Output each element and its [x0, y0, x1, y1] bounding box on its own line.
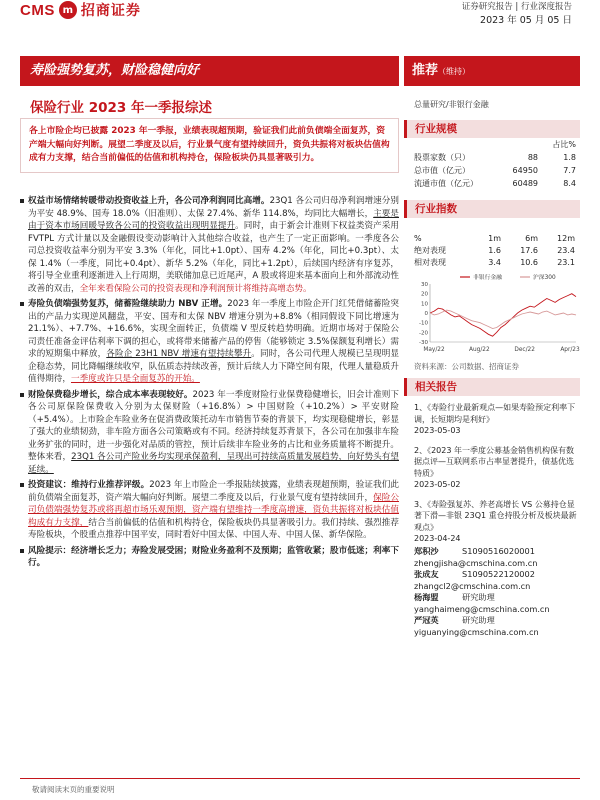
logo-mark: m — [59, 1, 77, 19]
analyst-id: 研究助理 — [462, 592, 495, 602]
col-header: % — [414, 233, 422, 243]
rating-sub: （维持） — [438, 67, 471, 76]
footer-divider — [20, 778, 580, 779]
row-value: 3.4 — [488, 257, 501, 267]
y-tick-label: -30 — [419, 340, 428, 346]
report-date: 2023-05-02 — [414, 480, 461, 489]
x-tick-label: Apr/23 — [560, 347, 580, 353]
report-link[interactable]: 1、《寿险行业最新观点—如果寿险预定利率下调，长短期均是利好》 — [414, 403, 576, 424]
y-tick-label: -10 — [419, 320, 428, 327]
legend-label: 沪深300 — [533, 275, 556, 281]
logo — [20, 0, 141, 20]
col-header: 6m — [525, 233, 538, 243]
research-category: 总量研究/非银行金融 — [414, 100, 489, 109]
x-tick-label: Aug/22 — [469, 347, 490, 353]
bullet-text: 23Q1 各公司归母净利润增速分别为平安 48.9%、国寿 18.0%（旧准则）、太保 27.4%、新华 114.8%，均同比大幅增长， — [28, 196, 399, 219]
bullet-lead: 寿险负债端强势复苏，储蓄险继续助力 NBV 正增。 — [28, 299, 228, 309]
y-tick-label: 30 — [421, 282, 428, 288]
col-header: 1m — [488, 233, 501, 243]
analyst-row — [414, 592, 580, 604]
scale-table — [414, 138, 576, 190]
analyst-id: 研究助理 — [462, 615, 495, 625]
page-footer — [0, 778, 600, 800]
table-row — [414, 177, 576, 190]
table-row — [414, 164, 576, 177]
bullet-invest — [20, 479, 399, 542]
bullet-text: 结合当前偏低的估值和机构持仓，保险板块仍具显著吸引力。我们持续、强烈推荐寿险板块，个股重点推荐中国平安，同时看好中国太保、中国人寿、中国人保、新华保险。 — [28, 517, 399, 540]
table-row — [414, 244, 576, 256]
bullet-highlight: 保险公司负债端强势复苏或将再超市场乐观预期，资产端有望维持一季度高增速，资负共振将对板块估值构成有力支撑， — [28, 492, 399, 528]
rating-label: 推荐 — [412, 63, 439, 78]
bullet-highlight: 一季度或许只是全面复苏的开始。 — [70, 374, 200, 384]
x-tick-label: Dec/22 — [514, 347, 535, 353]
bullet-text: 2023 年上市险企一季报陆续披露，业绩表现超预期，验证我们此前负债端全面复苏，资产端大幅向好判断。展望二季度及以后，行业景气度有望持续回升， — [28, 480, 399, 503]
bullet-text: 。同时，各公司代理人规模已呈现明显企稳态势，同比降幅继续收窄，队伍质态持续改善，预计后续人力下降空间有限，代理人量稳质升值得期待， — [28, 349, 399, 384]
scale-header — [414, 138, 576, 151]
section-reports-title: 相关报告 — [404, 378, 580, 396]
bullet-text: 2023 年一季度财险行业保费稳健增长，旧会计准则下各公司原保险保费收入分别为太保财险（+16.8%）> 中国财险（+10.2%）> 平安财险（+5.4%）。上市险企车险业务在促消费政策托动车市销售节奏的背景下，均实现稳健增长，彰显了强大的业绩韧劲，非车险方面各公司策略或有不同。经济持续复苏背景下，各公司在加强非车险业务扩张的同时，进一步强化对品质的管控，预计后续非车险业务的占比和业务质量将不断提升。整体来看， — [28, 389, 399, 462]
bullet-underline: 各险企 23H1 NBV 增速有望持续攀升 — [106, 349, 252, 359]
table-row — [414, 151, 576, 164]
analyst-id: S1090522120002 — [462, 569, 535, 579]
row-label: 总市值（亿元） — [414, 166, 470, 175]
bullet-underline: 主要是由于资本市场回暖导致各公司的投资收益出现明显提升 — [28, 208, 399, 231]
y-tick-label: 0 — [424, 311, 428, 317]
bullet-lead: 投资建议：维持行业推荐评级。 — [28, 480, 150, 490]
section-scale-title: 行业规模 — [404, 120, 580, 138]
analyst-email[interactable]: zhengjisha@cmschina.com.cn — [414, 557, 538, 568]
table-row — [414, 256, 576, 268]
bullet-underline: 23Q1 各公司产险业务均实现承保盈利，呈现出可持续高质量发展趋势，向好势头有望延续。 — [28, 452, 399, 475]
row-value: 10.6 — [520, 257, 538, 267]
page-header — [0, 0, 600, 46]
row-value: 17.6 — [520, 245, 538, 255]
bullet-highlight: 全年来看保险公司的投资表现和净利润预计将维持高增态势。 — [79, 283, 312, 294]
analyst-email[interactable]: yanghaimeng@cmschina.com.cn — [414, 603, 550, 614]
row-label: 绝对表现 — [414, 245, 446, 255]
row-value: 1.6 — [488, 245, 501, 255]
report-date: 2023 年 05 月 05 日 — [480, 15, 572, 26]
main-content — [20, 195, 399, 573]
report-date: 2023-05-03 — [414, 426, 461, 435]
legend-label: 非银行金融 — [473, 275, 502, 281]
report-item[interactable] — [414, 445, 580, 491]
bullet-lead: 财险保费稳步增长，综合成本率表现较好。 — [28, 389, 193, 400]
row-value: 23.4 — [557, 245, 575, 255]
row-value: 64950 — [512, 166, 538, 175]
analyst-list — [414, 546, 580, 638]
report-date: 2023-04-24 — [414, 534, 461, 543]
y-tick-label: 20 — [421, 291, 428, 298]
bullet-profit — [20, 195, 399, 295]
chart-source: 资料来源：公司数据、招商证券 — [414, 362, 519, 371]
y-tick-label: 10 — [421, 301, 428, 308]
bullet-lead: 风险提示：经济增长乏力；寿险发展受困；财险业务盈利不及预期；监管收紧；股市低迷；利率下行。 — [28, 545, 399, 568]
index-header — [414, 232, 576, 244]
summary-box: 各上市险企均已披露 2023 年一季报，业绩表现超预期，验证我们此前负债端全面复苏，资产端大幅向好判断。展望二季度及以后，行业景气度有望持续回升，资负共振将对板块估值构成有力支撑，结合当前偏低的估值和机构持仓，保险板块仍具显著吸引力。 — [20, 118, 399, 173]
row-value: 23.1 — [557, 257, 575, 267]
bullet-lead: 权益市场情绪转暖带动投资收益上升，各公司净利润同比高增。 — [28, 196, 270, 206]
logo-en: CMS — [20, 1, 55, 19]
analyst-email[interactable]: zhangcl2@cmschina.com.cn — [414, 580, 531, 591]
headline-banner: 寿险强势复苏，财险稳健向好 — [20, 56, 399, 86]
logo-cn: 招商证券 — [80, 3, 141, 19]
report-item[interactable] — [414, 402, 580, 437]
bullet-text: 2023 年一季度上市险企开门红凭借储蓄险突出的产品力实现逆风翻盘，平安、国寿和太保 NBV 增速分别为+8.8%（相同假设下同比增速为 21.1%）、+7.7%、+16.6%，实现全面转正，负债端 V 型反转趋势明确。近期市场对于保险公司责任准备金评估利率下调的担心，或将带来储蓄产品的停售（能够锁定 3.5%保额复利增长）需求的短期集中释放， — [28, 299, 400, 359]
row-value: 60489 — [512, 179, 538, 188]
row-value: 88 — [527, 153, 538, 162]
analyst-name: 张成友 — [414, 569, 439, 579]
rating-badge — [404, 56, 580, 86]
report-title: 保险行业 2023 年一季报综述 — [30, 100, 212, 116]
bullet-text: 。同时，由于新会计准则下权益类资产采用 FVTPL 方式计量以及金融假设变动影响计入其他综合收益，也产生了一定正面影响。一季度各公司总投资收益率分别为平安 3.3%（年化，同比+1.0pt）、国寿 4.2%（年化，同比+0.3pt）、太保 1.4%（一季度，同比+0.4pt）、新华 5.2%（年化，同比+1.2pt），后续国内经济有序复苏，将引导全业重利逐渐进入上行周期，美联储加息已近尾声，A 股或将迎来基本面向上和外部流动性改善的双击， — [28, 221, 399, 294]
index-line-chart — [414, 272, 580, 360]
footer-note: 敬请阅读末页的重要说明 — [32, 785, 115, 794]
y-tick-label: -20 — [419, 330, 428, 337]
series-line — [430, 294, 576, 337]
analyst-row — [414, 569, 580, 581]
analyst-row — [414, 615, 580, 627]
report-category: 证券研究报告 | 行业深度报告 — [461, 2, 572, 12]
related-reports — [414, 402, 580, 553]
analyst-name: 郑积沙 — [414, 546, 439, 556]
analyst-name: 严冠英 — [414, 615, 439, 625]
analyst-email[interactable]: yiguanying@cmschina.com.cn — [414, 626, 539, 637]
row-pct: 8.4 — [563, 179, 576, 188]
row-pct: 7.7 — [563, 166, 576, 175]
row-label: 相对表现 — [414, 257, 446, 267]
index-table — [414, 232, 576, 268]
analyst-name: 杨海盟 — [414, 592, 439, 602]
bullet-life — [20, 298, 399, 386]
report-item[interactable] — [414, 499, 580, 545]
section-index-title: 行业指数 — [404, 200, 580, 218]
bullet-pc — [20, 389, 399, 477]
analyst-row — [414, 546, 580, 558]
row-pct: 1.8 — [563, 153, 576, 162]
analyst-id: S1090516020001 — [462, 546, 535, 556]
report-link[interactable]: 2、《2023 年一季度公募基金销售机构保有数据点评—互联网系市占率显著提升，债基优选特质》 — [414, 445, 574, 478]
scale-unit: 占比% — [552, 140, 576, 149]
x-tick-label: May/22 — [423, 347, 445, 353]
bullet-risk — [20, 545, 399, 570]
col-header: 12m — [557, 233, 575, 243]
row-label: 流通市值（亿元） — [414, 179, 478, 188]
report-link[interactable]: 3、《寿险强复苏、养老高增长 VS 公募持仓显著下滑—非银 23Q1 重仓持股分析及板块最新观点》 — [414, 499, 577, 532]
row-label: 股票家数（只） — [414, 153, 470, 162]
